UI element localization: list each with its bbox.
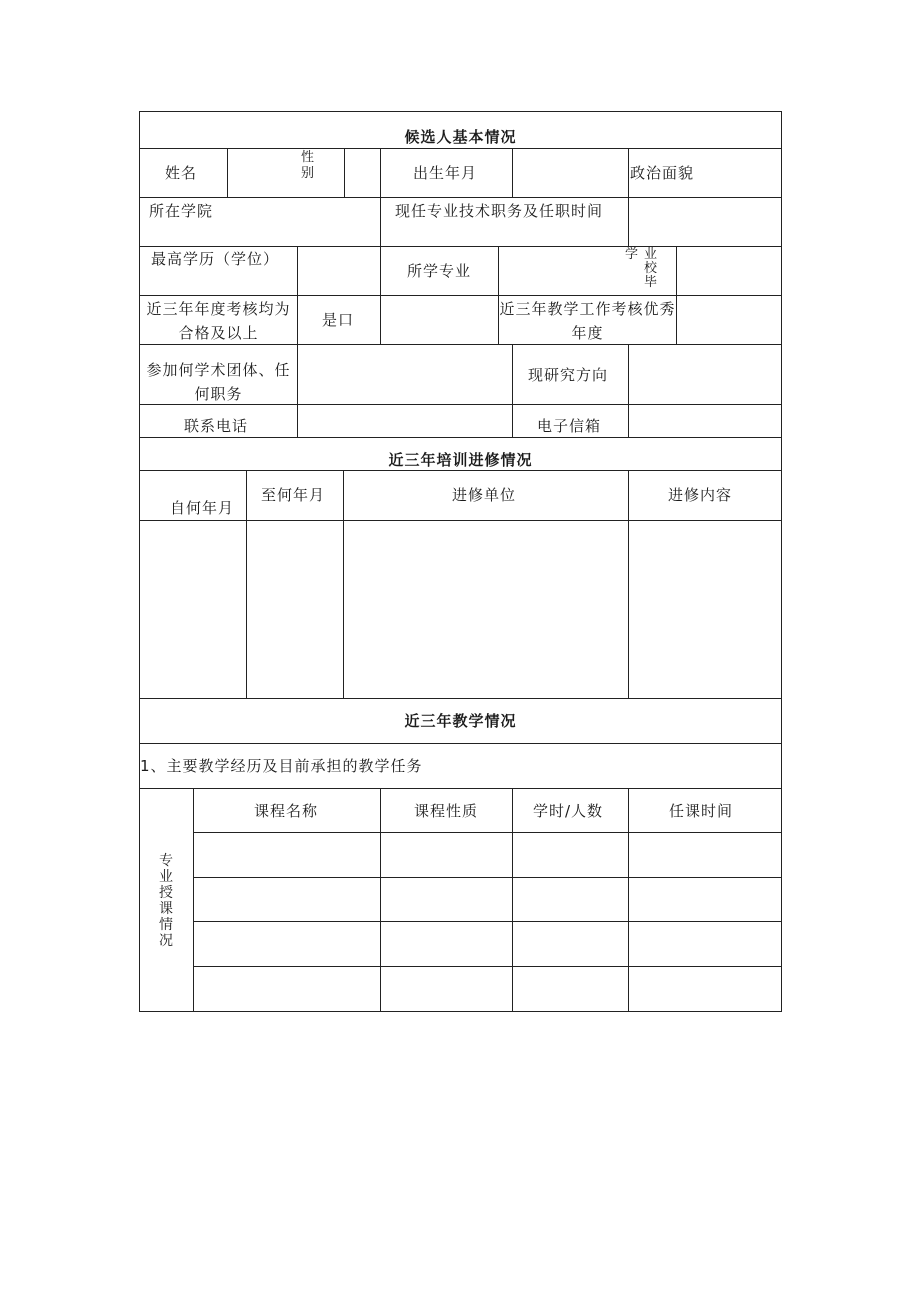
col-divider <box>193 788 194 1011</box>
label-grad-school-4: 毕 <box>644 275 659 290</box>
col-divider <box>380 197 381 246</box>
label-grad-school-2: 业 <box>644 247 659 262</box>
row-divider <box>193 832 782 833</box>
assessment-checkbox-value[interactable]: 是口 <box>322 311 355 329</box>
col-divider <box>380 246 381 295</box>
table-border-bottom <box>139 1011 782 1012</box>
col-divider <box>628 148 629 197</box>
label-political: 政治面貌 <box>630 164 695 182</box>
label-gender-bottom: 别 <box>301 166 316 181</box>
col-divider <box>227 148 228 197</box>
col-divider <box>628 197 629 246</box>
label-name: 姓名 <box>165 164 198 182</box>
table-border-left <box>139 111 140 1012</box>
row-divider <box>193 966 782 967</box>
col-divider <box>498 246 499 295</box>
label-grad-school-3: 校 <box>644 261 659 276</box>
teaching-item-1: 1、主要教学经历及目前承担的教学任务 <box>140 757 423 775</box>
col-divider <box>297 246 298 295</box>
col-divider <box>380 148 381 197</box>
label-email: 电子信箱 <box>537 417 602 435</box>
header-unit: 进修单位 <box>452 486 517 504</box>
label-birth: 出生年月 <box>413 164 478 182</box>
row-divider <box>193 921 782 922</box>
label-gender-top: 性 <box>301 150 316 165</box>
col-divider <box>380 788 381 1011</box>
col-divider <box>628 470 629 698</box>
label-major: 所学专业 <box>407 262 472 280</box>
section-title-basic: 候选人基本情况 <box>404 128 517 146</box>
col-divider <box>343 470 344 698</box>
col-divider <box>676 246 677 295</box>
row-divider <box>139 295 782 296</box>
row-divider <box>139 437 782 438</box>
row-divider <box>139 148 782 149</box>
row-divider <box>193 877 782 878</box>
header-course-nature: 课程性质 <box>414 802 479 820</box>
col-divider <box>628 788 629 1011</box>
candidate-form-table <box>139 111 782 1012</box>
col-divider <box>297 344 298 437</box>
label-teaching-excellent: 近三年教学工作考核优秀年度 <box>499 300 676 342</box>
col-divider <box>676 295 677 344</box>
row-divider <box>139 788 782 789</box>
row-divider <box>139 743 782 744</box>
label-college: 所在学院 <box>149 202 214 220</box>
col-divider <box>297 295 298 344</box>
side-label-course-info: 专业授课情况 <box>159 853 173 949</box>
label-grad-school-1: 学 <box>625 247 640 262</box>
header-course-name: 课程名称 <box>254 802 319 820</box>
col-divider <box>512 344 513 437</box>
label-research: 现研究方向 <box>528 366 609 384</box>
header-hours-people: 学时/人数 <box>533 802 604 820</box>
label-education: 最高学历（学位） <box>151 250 280 268</box>
header-teaching-time: 任课时间 <box>669 802 734 820</box>
label-assessment: 近三年年度考核均为合格及以上 <box>146 300 291 342</box>
header-content: 进修内容 <box>668 486 733 504</box>
row-divider <box>139 197 782 198</box>
label-academic-groups: 参加何学术团体、任何职务 <box>146 361 291 403</box>
col-divider <box>512 788 513 1011</box>
table-border-right <box>781 111 782 1012</box>
col-divider <box>246 470 247 698</box>
section-title-training: 近三年培训进修情况 <box>388 451 533 469</box>
row-divider <box>139 520 782 521</box>
row-divider <box>139 470 782 471</box>
col-divider <box>344 148 345 197</box>
label-phone: 联系电话 <box>184 417 249 435</box>
label-title-time: 现任专业技术职务及任职时间 <box>395 202 604 220</box>
col-divider <box>380 295 381 344</box>
row-divider <box>139 246 782 247</box>
header-to: 至何年月 <box>261 486 326 504</box>
header-from: 自何年月 <box>170 499 235 517</box>
section-title-teaching: 近三年教学情况 <box>404 712 517 730</box>
row-divider <box>139 698 782 699</box>
col-divider <box>628 344 629 437</box>
table-border-top <box>139 111 782 112</box>
col-divider <box>512 148 513 197</box>
